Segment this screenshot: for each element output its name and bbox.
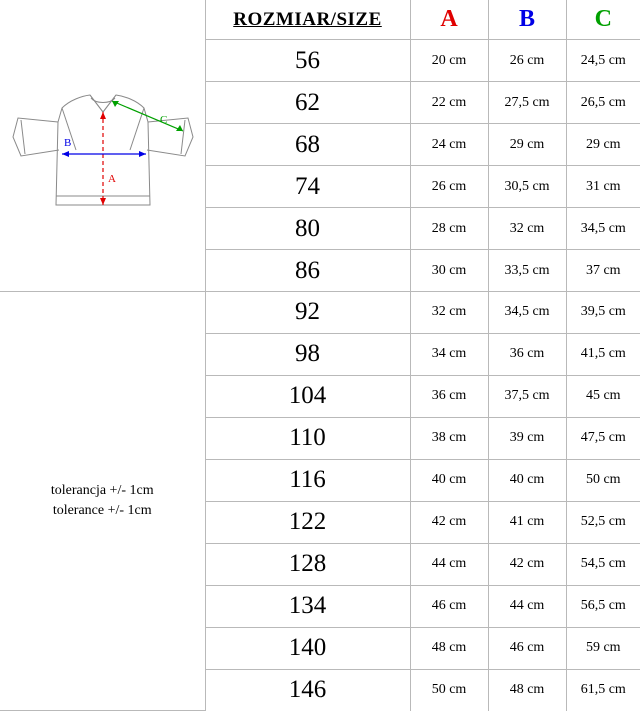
cell-a: 34 cm <box>410 333 488 375</box>
cell-c: 31 cm <box>566 166 640 208</box>
cell-c: 47,5 cm <box>566 417 640 459</box>
cell-b: 41 cm <box>488 501 566 543</box>
cell-size: 140 <box>205 627 410 669</box>
cell-b: 34,5 cm <box>488 292 566 334</box>
cell-b: 32 cm <box>488 208 566 250</box>
cell-c: 37 cm <box>566 250 640 292</box>
tolerance-note <box>0 292 205 711</box>
cell-b: 33,5 cm <box>488 250 566 292</box>
measurement-a-line <box>100 112 106 205</box>
cell-c: 56,5 cm <box>566 585 640 627</box>
cell-a: 32 cm <box>410 292 488 334</box>
cell-c: 45 cm <box>566 375 640 417</box>
cell-a: 38 cm <box>410 417 488 459</box>
tolerance-line-pl: tolerancja +/- 1cm <box>50 482 154 498</box>
cell-a: 24 cm <box>410 124 488 166</box>
cell-size: 80 <box>205 208 410 250</box>
cell-size: 122 <box>205 501 410 543</box>
table-header-row <box>0 0 640 40</box>
jacket-illustration-svg <box>0 0 205 285</box>
diagram-label-b: B <box>64 137 72 149</box>
cell-size: 74 <box>205 166 410 208</box>
measurement-c-line <box>112 101 183 131</box>
header-a: A <box>410 0 488 40</box>
cell-a: 36 cm <box>410 375 488 417</box>
cell-size: 134 <box>205 585 410 627</box>
measurement-b-line <box>62 151 146 157</box>
diagram-label-a: A <box>108 173 116 185</box>
cell-size: 110 <box>205 417 410 459</box>
cell-size: 116 <box>205 459 410 501</box>
cell-b: 48 cm <box>488 669 566 710</box>
cell-b: 36 cm <box>488 333 566 375</box>
cell-c: 59 cm <box>566 627 640 669</box>
cell-size: 62 <box>205 82 410 124</box>
cell-size: 146 <box>205 669 410 710</box>
cell-size: 86 <box>205 250 410 292</box>
cell-c: 26,5 cm <box>566 82 640 124</box>
cell-c: 29 cm <box>566 124 640 166</box>
cell-size: 56 <box>205 40 410 82</box>
cell-size: 92 <box>205 292 410 334</box>
cell-b: 29 cm <box>488 124 566 166</box>
garment-drawing <box>0 0 205 291</box>
cell-b: 40 cm <box>488 459 566 501</box>
cell-size: 128 <box>205 543 410 585</box>
header-size: ROZMIAR/SIZE <box>205 0 410 40</box>
cell-b: 42 cm <box>488 543 566 585</box>
cell-a: 50 cm <box>410 669 488 710</box>
cell-c: 41,5 cm <box>566 333 640 375</box>
header-b: B <box>488 0 566 40</box>
cell-c: 50 cm <box>566 459 640 501</box>
cell-c: 61,5 cm <box>566 669 640 710</box>
header-c: C <box>566 0 640 40</box>
cell-a: 46 cm <box>410 585 488 627</box>
cell-c: 24,5 cm <box>566 40 640 82</box>
cell-c: 54,5 cm <box>566 543 640 585</box>
cell-a: 20 cm <box>410 40 488 82</box>
cell-b: 46 cm <box>488 627 566 669</box>
cell-b: 26 cm <box>488 40 566 82</box>
diagram-label-c: C <box>160 114 168 126</box>
cell-c: 52,5 cm <box>566 501 640 543</box>
cell-a: 28 cm <box>410 208 488 250</box>
cell-b: 27,5 cm <box>488 82 566 124</box>
cell-size: 68 <box>205 124 410 166</box>
cell-a: 40 cm <box>410 459 488 501</box>
cell-a: 44 cm <box>410 543 488 585</box>
cell-c: 34,5 cm <box>566 208 640 250</box>
cell-b: 30,5 cm <box>488 166 566 208</box>
tolerance-line-en: tolerance +/- 1cm <box>52 503 152 518</box>
cell-c: 39,5 cm <box>566 292 640 334</box>
cell-size: 98 <box>205 333 410 375</box>
cell-b: 37,5 cm <box>488 375 566 417</box>
cell-size: 104 <box>205 375 410 417</box>
cell-a: 42 cm <box>410 501 488 543</box>
garment-diagram-cell <box>0 0 205 292</box>
table-row <box>0 292 640 334</box>
cell-a: 30 cm <box>410 250 488 292</box>
cell-a: 22 cm <box>410 82 488 124</box>
cell-a: 48 cm <box>410 627 488 669</box>
cell-a: 26 cm <box>410 166 488 208</box>
cell-b: 39 cm <box>488 417 566 459</box>
cell-b: 44 cm <box>488 585 566 627</box>
